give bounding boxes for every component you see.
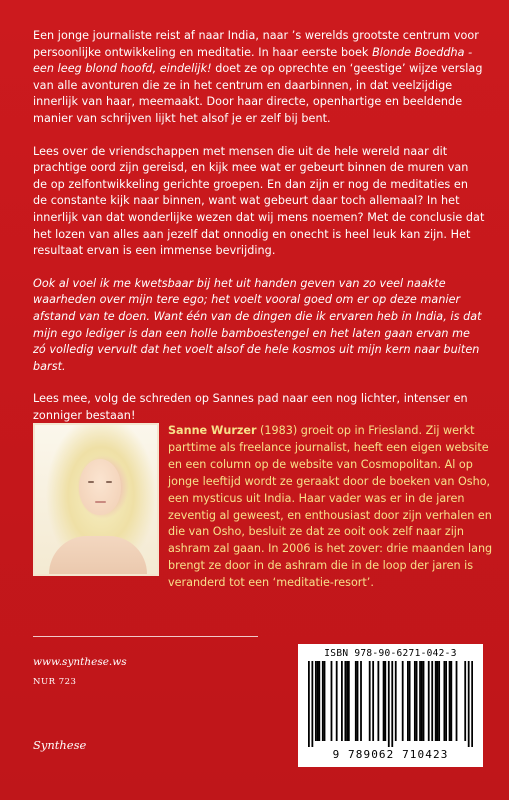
blurb bbox=[33, 28, 485, 440]
barcode-bar bbox=[428, 661, 430, 741]
photo-eye bbox=[88, 481, 94, 483]
barcode-bar bbox=[357, 661, 359, 741]
author-bio bbox=[168, 423, 493, 592]
barcode-bar bbox=[438, 661, 440, 741]
photo-face bbox=[79, 459, 121, 515]
barcode-bar bbox=[355, 661, 357, 741]
barcode-bar bbox=[449, 661, 451, 741]
barcode-bar bbox=[372, 661, 374, 741]
barcode-bar bbox=[456, 661, 458, 741]
barcode-bar bbox=[423, 661, 425, 741]
barcode-bar bbox=[402, 661, 404, 741]
photo-mouth bbox=[95, 501, 106, 503]
barcode-bar bbox=[346, 661, 348, 741]
barcode-bar bbox=[388, 661, 390, 747]
barcode-bars bbox=[308, 661, 473, 747]
barcode-bar bbox=[450, 661, 452, 741]
barcode-bar bbox=[348, 661, 350, 741]
blurb-quote: Ook al voel ik me kwetsbaar bij het uit handen geven van zo veel naakte waarheden over mijn tere ego; het voelt vooral goed om er op deze manier afstand van te doen. Want één van de dingen die ik ervaren heb in India, is dat mijn ego lediger is dan een holle bamboestengel en het laten gaan ervan me zó volledig vervult dat het voelt alsof de hele kosmos uit mijn kern naar buiten barst. bbox=[33, 276, 482, 373]
barcode-bar bbox=[419, 661, 421, 741]
barcode-bar bbox=[324, 661, 326, 741]
barcode-bar bbox=[414, 661, 416, 741]
barcode-bar bbox=[311, 661, 313, 747]
blurb-text: doet ze op oprechte en ‘geestige’ wijze verslag van alle avonturen die ze in het centrum en daarbinnen, in dat veelzijdige innerlijk van haar, meemaakt. Door haar directe, openhartige en beeldende manier van schrijven lijkt het alsof je er zelf bij bent. bbox=[33, 62, 483, 125]
barcode-bar bbox=[407, 661, 409, 741]
blurb-paragraph-2: Lees over de vriendschappen met mensen die uit de hele wereld naar dit prachtige oord zijn gereisd, en kijk mee wat er gebeurt binnen de muren van de op zelfontwikkeling gerichte groepen. En dan zijn er nog de meditaties en de constante kijk naar binnen, want wat gebeurt daar toch allemaal? In het innerlijk van dat wonderlijke wezen dat wij mens noemen? Met de conclusie dat het lozen van alles aan jezelf dat onnodig en onecht is heel leuk kan zijn. Het resultaat ervan is een immense bevrijding. bbox=[33, 144, 485, 258]
barcode-bar bbox=[344, 661, 346, 741]
barcode-bar bbox=[421, 661, 423, 741]
barcode-bar bbox=[416, 661, 418, 741]
barcode-bar bbox=[369, 661, 371, 741]
barcode-bar bbox=[468, 661, 470, 747]
barcode-bar bbox=[471, 661, 473, 747]
barcode-bar bbox=[431, 661, 433, 741]
blurb-text: Een jonge journaliste reist af naar India, naar ’s werelds grootste centrum voor persoonlijke ontwikkeling en meditatie. In haar eerste boek bbox=[33, 29, 479, 59]
photo-eye bbox=[106, 481, 112, 483]
author-bio-text: (1983) groeit op in Friesland. Zij werkt parttime als freelance journalist, heeft een eigen website en een column op de website van Cosmopolitan. Al op jonge leeftijd wordt ze geraakt door de boeken van Osho, een mysticus uit India. Haar vader was er in de jaren zeventig al geweest, en enthousiast door zijn verhalen en die van Osho, besluit ze dat ze ooit ook zelf naar zijn ashram zal gaan. In 2006 is het zover: drie maanden lang brengt ze door in de ashram die in de loop der jaren is veranderd tot een ‘meditatie-resort’. bbox=[168, 424, 493, 590]
barcode-bar bbox=[383, 661, 385, 741]
barcode-bar bbox=[464, 661, 466, 741]
barcode-bar bbox=[341, 661, 343, 741]
barcode-bar bbox=[437, 661, 439, 741]
author-name: Sanne Wurzer bbox=[168, 424, 257, 437]
barcode-bar bbox=[360, 661, 362, 741]
barcode-bar bbox=[395, 661, 397, 741]
barcode-bar bbox=[315, 661, 317, 741]
barcode-bar bbox=[409, 661, 411, 741]
photo-shoulders bbox=[49, 536, 147, 574]
barcode-bar bbox=[435, 661, 437, 741]
publisher-name: Synthese bbox=[33, 738, 87, 752]
ean-digits: 9 789062 710423 bbox=[332, 748, 449, 761]
nur-code: NUR 723 bbox=[33, 677, 77, 687]
book-title: Blonde Boeddha - een leeg blond hoofd, eindelijk! bbox=[33, 45, 473, 76]
barcode-bar bbox=[443, 661, 445, 741]
barcode-bar bbox=[391, 661, 393, 747]
barcode-bar bbox=[318, 661, 320, 741]
barcode-bar bbox=[317, 661, 319, 741]
divider bbox=[33, 636, 258, 637]
publisher-website: www.synthese.ws bbox=[33, 656, 127, 668]
barcode-bar bbox=[336, 661, 338, 741]
barcode-bar bbox=[322, 661, 324, 741]
blurb-paragraph-4: Lees mee, volg de schreden op Sannes pad naar een nog lichter, intenser en zonniger bestaan! bbox=[33, 392, 468, 422]
barcode-bar bbox=[377, 661, 379, 741]
blurb-paragraph-1 bbox=[33, 28, 485, 128]
barcode-bar bbox=[331, 661, 333, 741]
isbn-label: ISBN 978-90-6271-042-3 bbox=[324, 648, 457, 659]
author-photo bbox=[33, 423, 159, 576]
barcode-bar bbox=[445, 661, 447, 741]
barcode bbox=[298, 644, 483, 767]
barcode-bar bbox=[384, 661, 386, 741]
barcode-bar bbox=[308, 661, 310, 747]
